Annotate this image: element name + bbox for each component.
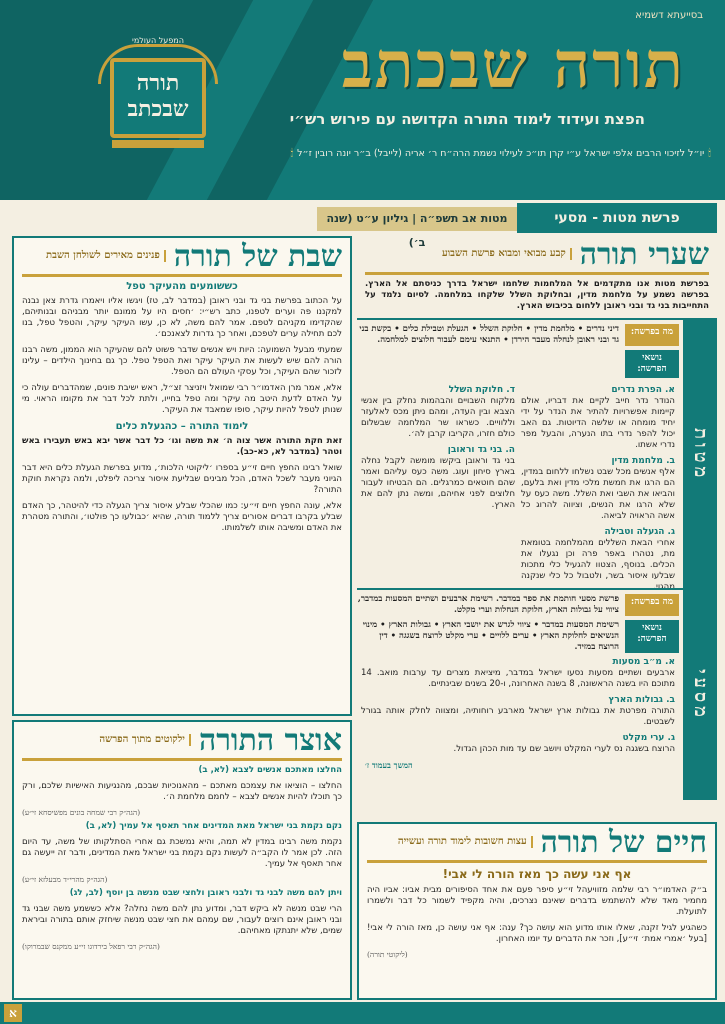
section-tagline: פנינים מאירים לשולחן השבת	[46, 250, 166, 262]
paragraph: כשהגיע לגיל זקנה, שאלו אותו מדוע הוא עושה כך? ענה: אף אני עושה כן, מאז הורה לי אבי! [בעל ׳אמרי אמת׳ זי״ע], וזכר את הדברים עד יומו האחרון.	[367, 923, 707, 944]
section-header	[14, 238, 350, 274]
chaim-shel-torah-section	[357, 822, 717, 1000]
entry-source: (הגה״ק רבי רפאל בירדוגו זי״ע ממקנס שבמרוקו)	[22, 942, 160, 951]
paragraph: על הכתוב בפרשת בני גד ובני ראובן (במדבר לב, טז) ויגשו אליו ויאמרו גדרת צאן נבנה למקננו פה וערים לטפנו, כתב רש״י: ׳חסים היו על ממונם יותר מבניהם ובנותיהם, שהקדימו מקניהם לטפם. אמר להם משה, לא כן, עשו העיקר עיקר, והטפל טפל, בנו לכם תחילה ערים לטפכם, ואחר כך גדרות לצאנכם׳.	[22, 296, 342, 339]
section-divider	[22, 758, 342, 761]
logo-title: תורה שבכתב	[127, 70, 189, 122]
logo-tagline: המפעל העולמי	[132, 36, 184, 45]
paragraph: אלא, אמר מרן האדמו״ר רבי שמואל ויזניצר זצ״ל, ראש ישיבת פונים, שמהדברים עולה כי על האדם לדעת היטב מה עיקר ומה טפל בחייו, ולתת לכל דבר את מקומו הראוי. מי שנותן לטפל להיות עיקר, סופו שמאבד את העיקר.	[22, 383, 342, 415]
entry	[14, 765, 350, 803]
item-text: הרוצח בשגגה נס לערי המקלט ויושב שם עד מות הכהן הגדול.	[453, 744, 675, 754]
section-title: אוצר התורה	[198, 722, 342, 758]
matot-items	[357, 382, 679, 598]
masei-ma-row	[357, 594, 679, 616]
shabbat-shel-torah-section	[12, 236, 352, 716]
paragraph: שמעתי מבעל השמועה: היות ויש אנשים שדבר פשוט להם שהעיקר הוא הממון, משה רבנו הורה להם שיש לעשות את העיקר עיקר ואת הטפל טפל. כך גם בחינוך הילדים – עלינו לזכור שהם העיקר, וכל עסקי העולם הם הטפל.	[22, 345, 342, 377]
paragraph: שואל רבינו החפץ חיים זי״ע בספרו ׳ליקוטי הלכות׳, מדוע בפרשת הגעלת כלים היא דבר הגיוני מעבר לשכל האדם, הכל מבינים שבליעת איסור צריכה ליפלט, ולמה נקראת חוקת התורה?	[22, 463, 342, 495]
entry-text: החלצו – הוציאו את עצמכם מאתכם – מהאנוכיות שבכם, מהנגיעות האישיות שלכם, ורק כך תוכלו להיות אנשים לצבא – לחמם מלחמת ה׳.	[22, 781, 342, 802]
section-title: חיים של תורה	[540, 824, 707, 860]
entry-verse: נקם נקמת בני ישראל מאת המדינים אחר תאסף אל עמיך (לא, ב)	[85, 821, 342, 831]
entry	[14, 821, 350, 870]
candle-icon: 🕯	[708, 148, 711, 159]
entry-verse: החלצו מאתכם אנשים לצבא (לא, ב)	[198, 765, 342, 775]
section-divider	[367, 860, 707, 863]
verse-quote: זאת חקת התורה אשר צוה ה׳ את משה וגו׳ כל דבר אשר יבא באש תעבירו באש וטהר (במדבר לא, כא-כב).	[22, 436, 342, 457]
nose-label: נושאי הפרשה:	[625, 350, 679, 378]
masei-items	[357, 657, 679, 755]
footer-bar	[0, 1002, 725, 1024]
publication-subtitle: הפצת ועידוד לימוד התורה הקדושה עם פירוש רש״י	[289, 110, 645, 128]
item-text: מלקוח השבויים והבהמות נחלק בין אנשי הצבא ובין העדה, ומהם ניתן מכס לאלעזר וללוויים. כשראו שר המלחמה שבשלום כולם חזרו, הקריבו קרבן לה׳.	[361, 396, 515, 439]
continue-note: המשך בעמוד ז׳	[365, 760, 413, 770]
entry-text: הרי שבט מנשה לא ביקש דבר, ומדוע נתן להם משה נחלה? אלא כששמע משה שבני גד ובני ראובן אינם רוצים לעבור, שם עמהם את חצי שבט מנשה שיחזק אותם בתורה וביראת שמים, שלא יתנתקו מאחיהם.	[22, 904, 342, 936]
item-heading: א. מ״ב מסעות	[612, 657, 675, 667]
nose-label: נושאי הפרשה:	[625, 620, 679, 653]
masei-ma-text: פרשת מסעי חותמת את ספר במדבר. רשימת ארבעים ושתיים המסעות במדבר, ציווי על גבולות הארץ, חלוקת הנחלות וערי מקלט.	[357, 594, 619, 615]
matot-vertical-label: מטות	[683, 320, 717, 590]
story-body	[359, 885, 715, 945]
item-heading: ד. חלוקת השלל	[448, 385, 515, 395]
parasha-name: פרשת מטות - מסעי	[517, 203, 717, 233]
item-heading: א. הפרת נדרים	[611, 385, 675, 395]
masei-panel	[357, 588, 717, 798]
parasha-bar	[17, 203, 717, 249]
masthead	[0, 0, 725, 200]
ma-baparasha-label: מה בפרשה:	[625, 594, 679, 616]
entry-source: (הגה״ק רבי שמחה בונים מפשיסחא זי״ע)	[22, 808, 141, 817]
article-body	[14, 296, 350, 416]
section-divider	[365, 272, 709, 275]
section-header	[359, 824, 715, 860]
logo-emblem	[88, 30, 228, 150]
pre-title: בסייעתא דשמיא	[635, 10, 703, 21]
masei-nose-text: רשימת המסעות במדבר • ציווי לגרש את יושבי הארץ • גבולות הארץ • מינוי הנשיאים לחלוקת הארץ • ערים ללויים • ערי מקלט לרוצח בשגגה • דין הרוצח במזיד.	[362, 620, 619, 652]
section-title: שבת של תורה	[173, 238, 342, 274]
item-text: הנודר נדר חייב לקיים את דבריו, אולם קיימות אפשרויות להתיר את הנדר על ידי יחיד מומחה או שלשה הדיוטות. גם האב יכול להפר נדרי בתו הנערה, והבעל מפר נדרי אשתו.	[521, 396, 675, 450]
item-heading: ה. בני גד וראובן	[447, 445, 515, 455]
section-header	[14, 722, 350, 758]
shaarei-torah-section	[357, 236, 717, 816]
entry-source: (הגה״ק מהרי״ד מבעלזא זי״ע)	[22, 875, 108, 884]
article-body	[14, 436, 350, 534]
logo-book	[110, 58, 206, 138]
publication-title: תורה שבכתב	[341, 28, 685, 103]
ma-baparasha-label: מה בפרשה:	[625, 324, 679, 346]
section-tagline: ילקוטים מתוך הפרשה	[99, 734, 191, 746]
item-text: אלף אנשים מכל שבט נשלחו ללחום במדין, הם הרגו את חמשת מלכי מדין ואת בלעם, והביאו את השבי ואת השלל. משה כעס על שלא הרגו את הנשים, וציווה להרוג כל אשה הראויה לביאה.	[521, 467, 675, 521]
story-headline: אף אני עשה כך מאז הורה לי אבי!	[442, 867, 632, 881]
section-intro: בפרשת מטות אנו מתקדמים אל המלחמות שלחמו ישראל בדרך כניסתם אל הארץ. בפרשה נשמע על מלחמת מדין, ובחלוקת השלל שלקחו במלחמה. לסיום נלמד על התחייבות בני גד ובני ראובן ללחום בכיבוש הארץ.	[365, 279, 709, 311]
masei-vertical-label: מסעי	[683, 590, 717, 800]
item-heading: ג. הגעלה וטבילה	[604, 527, 675, 537]
ma-baparasha-text: דיני נדרים • מלחמת מדין • חלוקת השלל • הגעלת וטבילת כלים • בקשת בני גד ובני ראובן לנחלה מעבר הירדן • התנאי עימם לעבור חלוצים למלחמה.	[359, 324, 619, 345]
item-text: בני גד וראובן ביקשו מומשה לקבל נחלה בארץ סיחון ועוג. משה כעס עליהם ואמר שהם חוטאים כמרגלים. הם הבטיחו לעבור חלוצים לפני אחיהם, ומשה נתן להם את הארץ.	[361, 456, 515, 510]
matot-items-left	[361, 382, 515, 598]
item-text: אחרי הבאת השללים מהמלחמה בטומאת מת, נטהרו באפר פרה וכן נגעלו את הכלים. בנוסף, הצטוו להגעיל כלי מתכות שבלעו איסור בשר, ולטבול כל כלי שנקנה מהגוי.	[521, 538, 675, 592]
dedication-text: יו״ל לזיכוי הרבים אלפי ישראל ע״י קרן תו״כ לעילוי נשמת הרה״ח ר׳ אריה (לייבל) ב״ר יונה רובין ז״ל	[297, 148, 705, 159]
candle-icon: 🕯	[290, 148, 294, 159]
section-tagline: עצות חשובות לימוד תורה ועשייה	[398, 836, 533, 848]
entry-text: נקמת משה רבינו במדין לא תמה, והיא נמשכת גם אחרי הסתלקותו של משה, עד היום הזה. לכן אמר לו הקב״ה לעשות נקם נקמת בני ישראל מאת המדינים, ודבר זה ייעשה גם אחר תאסף אל עמיך.	[22, 837, 342, 869]
matot-items-right	[521, 382, 675, 598]
article-subhead: כששומעים מהעיקר טפל	[126, 281, 238, 292]
section-title: שערי תורה	[579, 236, 709, 272]
logo-base	[112, 140, 204, 148]
story-source: (ליקוטי תורה)	[367, 950, 408, 959]
ma-baparasha-row	[357, 324, 679, 346]
article-subhead: לימוד התורה – כהגעלת כלים	[115, 421, 249, 432]
section-header	[357, 236, 717, 272]
section-divider	[22, 274, 342, 277]
entry-verse: ויתן להם משה לבני גד ולבני ראובן ולחצי שבט מנשה בן יוסף (לב, לג)	[69, 888, 342, 898]
item-text: ארבעים ושתיים מסעות נסעו ישראל במדבר, מיציאת מצרים עד ערבות מואב. 14 מתוכם היו בשנה הראשונה, 8 בשנה האחרונה, ו-20 בשנים שבינתיים.	[361, 668, 675, 689]
paragraph: ב״ק האדמו״ר רבי שלמה מזוויעהל זי״ע סיפר פעם את אחד הסיפורים מבית אביו: אביו היה מחמיר מאד שלא להשתמש בדברים שאינם נצרכים, והיה מקפיד לשמור כל דבר ולשמרו לתועלת.	[367, 885, 707, 917]
nose-row	[357, 350, 679, 378]
item-heading: ג. ערי מקלט	[622, 733, 675, 743]
item-heading: ב. מלחמת מדין	[611, 456, 675, 466]
entry	[14, 888, 350, 937]
page-number: א	[4, 1004, 22, 1022]
paragraph: אלא, עונה החפץ חיים זי״ע: כמו שהכלי שבלע איסור צריך הגעלה כדי להיטהר, כך האדם שבלע בקרבו דברים אסורים צריך ללמוד תורה, שהיא ׳כבולעו כך פולטו׳, והתורה מטהרת את האדם ומשיבה אותו לשלמותו.	[22, 501, 342, 533]
issue-date: מטות אב תשפ״ה | גיליון ע״ט (שנה ב׳)	[317, 207, 517, 231]
matot-body	[357, 324, 679, 598]
item-text: התורה מפרטת את גבולות ארץ ישראל מארבע רוחותיה, ומצווה לחלק אותה בגורל לשבטים.	[361, 706, 675, 727]
masei-nose-row	[357, 620, 679, 653]
otzar-hatorah-section	[12, 720, 352, 1000]
section-tagline: קבע מבואי ומבוא פרשת השבוע	[442, 248, 572, 260]
masei-body	[357, 594, 679, 770]
item-heading: ב. גבולות הארץ	[608, 695, 675, 705]
matot-panel	[357, 318, 717, 592]
